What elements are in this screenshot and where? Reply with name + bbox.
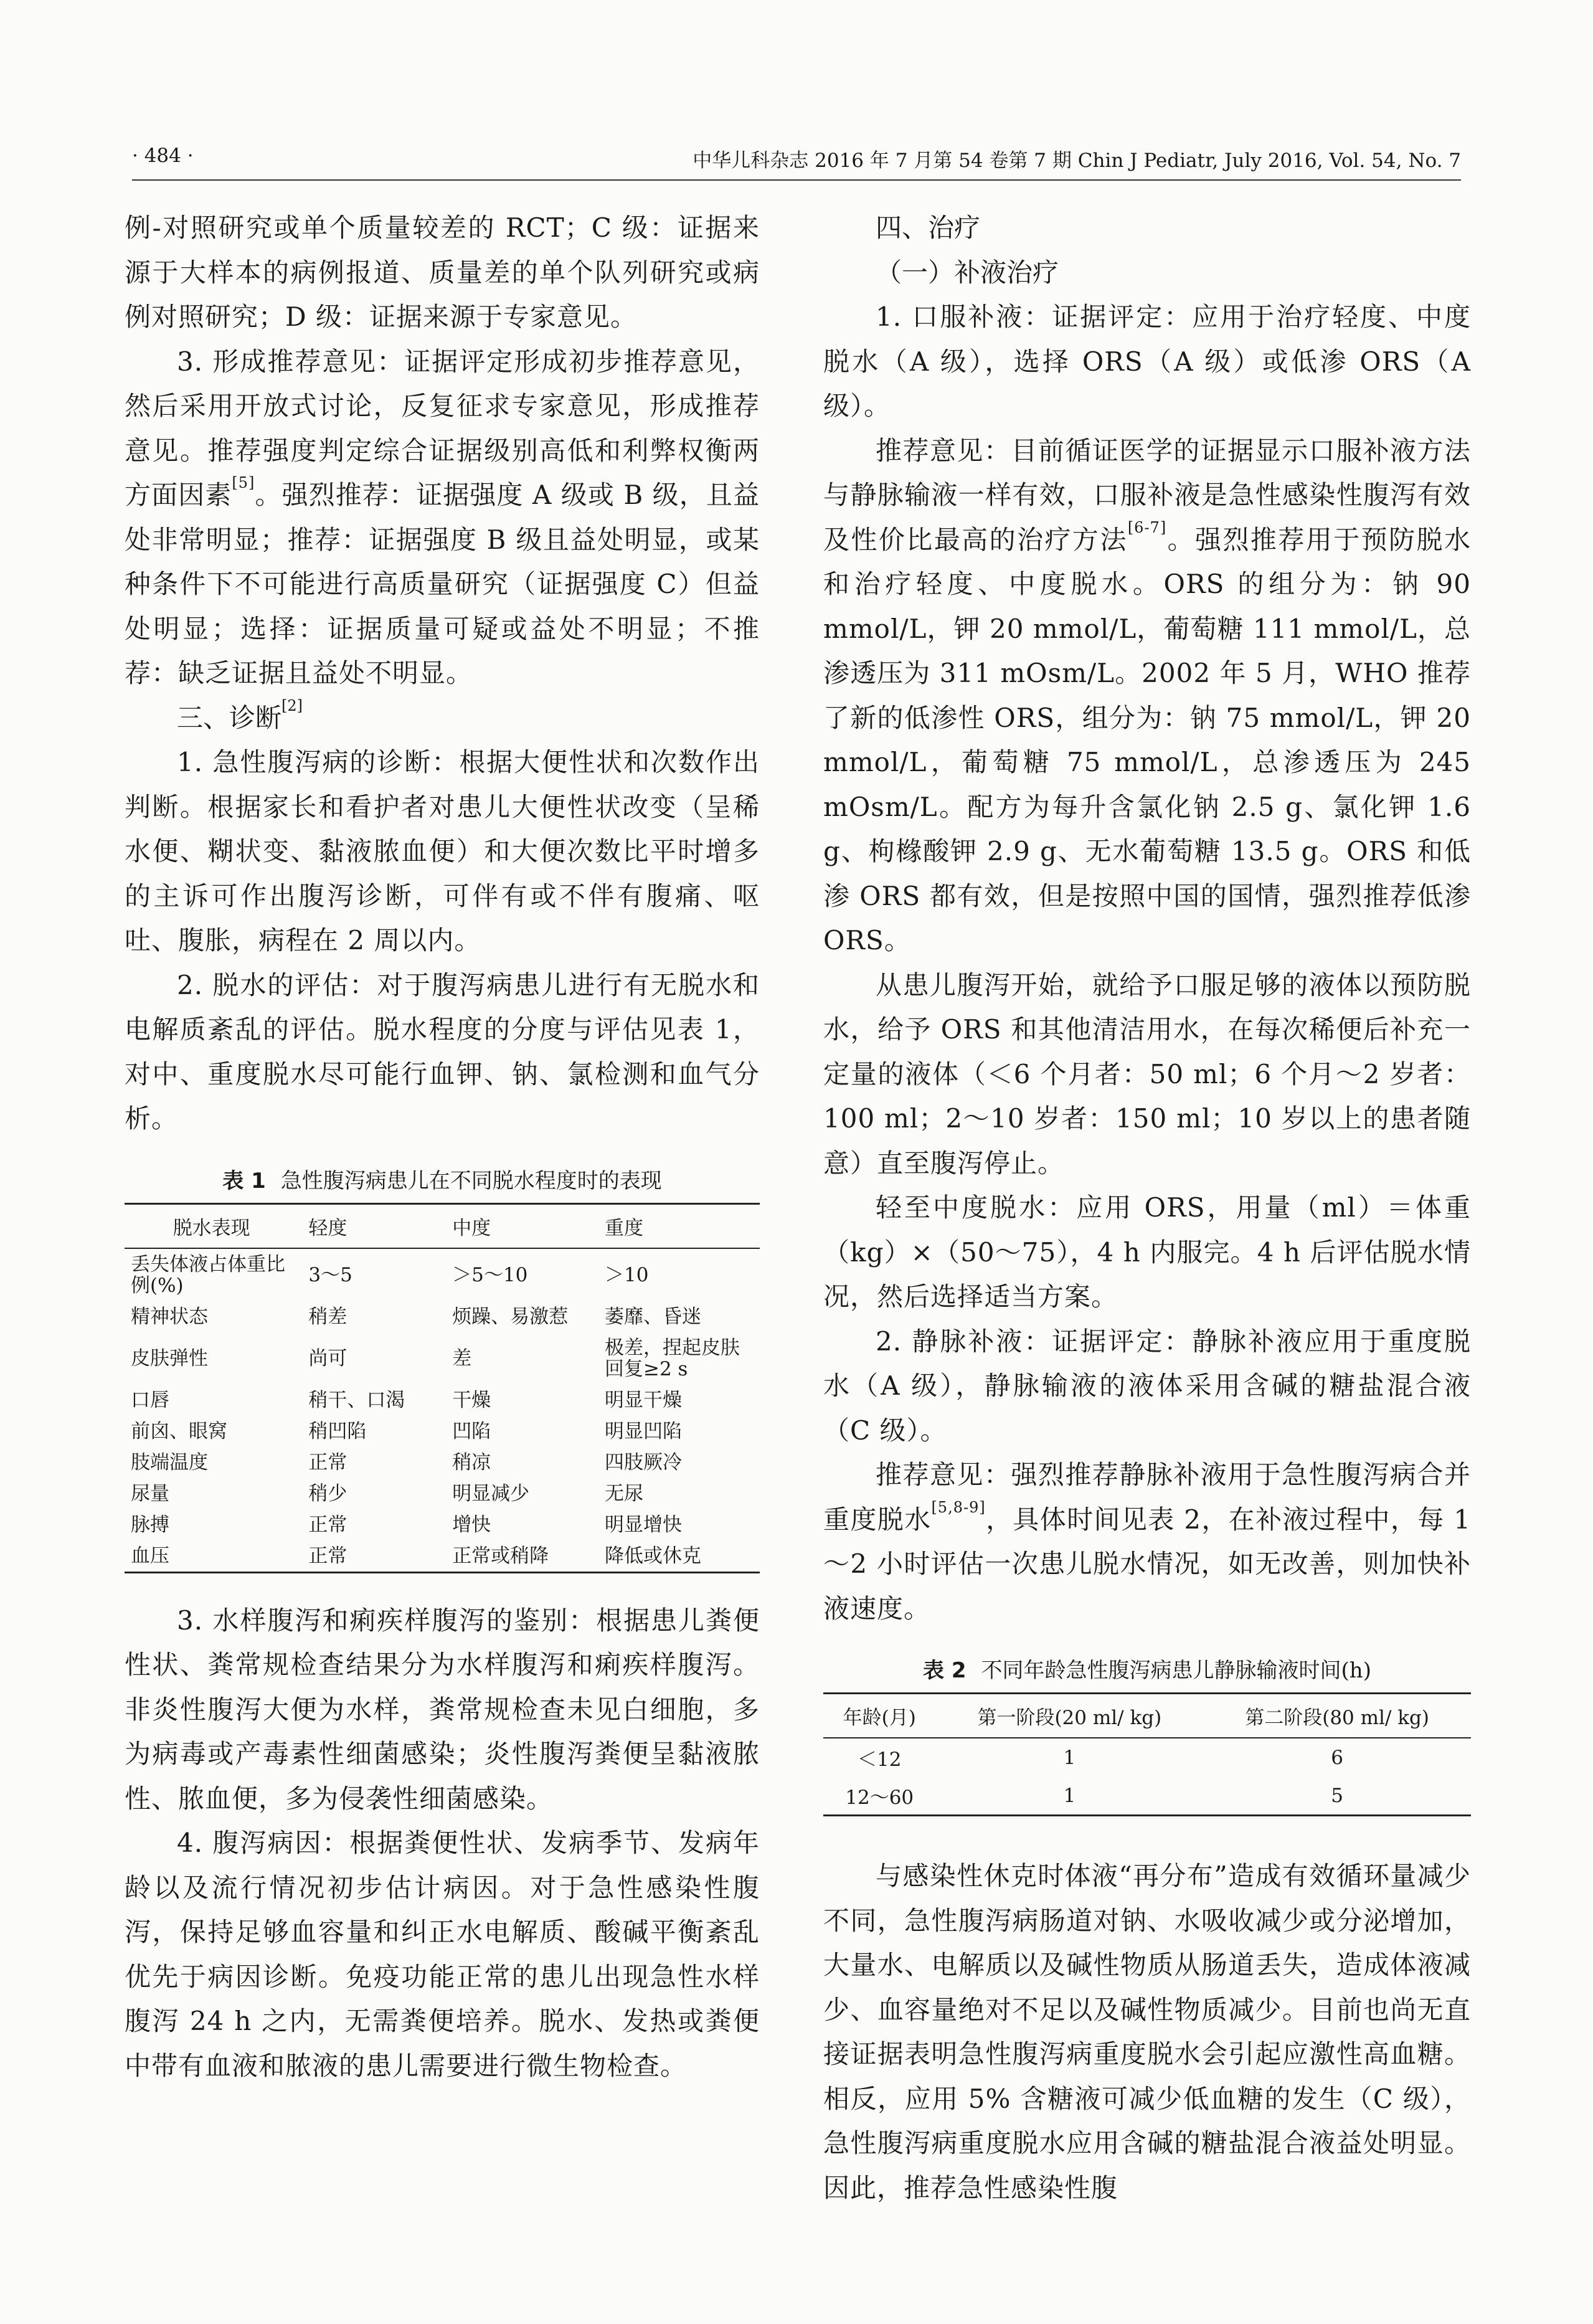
table-cell: 12～60	[823, 1776, 935, 1816]
paragraph: 与感染性休克时体液“再分布”造成有效循环量减少不同，急性腹泻病肠道对钠、水吸收减少或分泌增加，大量水、电解质以及碱性物质从肠道丢失，造成体液减少、血容量绝对不足以及碱性物质减少。目前也尚无直接证据表明急性腹泻病重度脱水会引起应激性高血糖。相反，应用 5% 含糖液可减少低血糖的发生（C 级），急性腹泻病重度脱水应用含碱的糖盐混合液益处明显。因此，推荐急性感染性腹	[823, 1861, 1471, 2203]
table-cell: 口唇	[131, 1388, 169, 1411]
table-cell: 无尿	[604, 1482, 643, 1505]
paragraph-text: 。强烈推荐：证据强度 A 级或 B 级，且益处非常明显；推荐：证据强度 B 级且益处明显，或某种条件下不可能进行高质量研究（证据强度 C）但益处明显；选择：证据质量可疑或益处不明显；不推荐：缺乏证据且益处不明显。	[125, 480, 760, 688]
table-cell: 明显增快	[604, 1513, 682, 1536]
table-cell: 脉搏	[131, 1513, 169, 1536]
table-cell: 正常	[296, 1540, 448, 1573]
table-cell: 萎靡、昏迷	[604, 1305, 701, 1328]
table-cell: 精神状态	[131, 1305, 208, 1328]
heading-text: 三、诊断	[177, 702, 282, 733]
table-cell: 稍少	[308, 1482, 347, 1505]
table2-caption	[823, 1653, 1471, 1684]
table-label: 表 2	[923, 1658, 967, 1683]
table1-dehydration	[125, 1203, 760, 1573]
table-cell: 差	[452, 1347, 472, 1370]
paragraph-text: ，具体时间见表 2，在补液过程中，每 1～2 小时评估一次患儿脱水情况，如无改善，则加快补液速度。	[823, 1504, 1471, 1624]
page-number: · 484 ·	[132, 145, 194, 167]
table-cell: 正常	[308, 1451, 347, 1474]
table1-caption	[125, 1164, 760, 1194]
paragraph-text: 推荐意见：目前循证医学的证据显示口服补液方法与静脉输液一样有效，口服补液是急性感染性腹泻有效及性价比最高的治疗方法	[823, 435, 1471, 555]
table-cell: 干燥	[452, 1388, 491, 1411]
table-cell: 明显凹陷	[604, 1420, 682, 1443]
table-row	[125, 1248, 760, 1301]
table-cell: 稍差	[308, 1305, 347, 1328]
table-cell: 正常或稍降	[448, 1540, 601, 1573]
table2-iv-time	[823, 1692, 1471, 1816]
table-cell: ＜12	[857, 1748, 902, 1771]
table-header-row	[125, 1203, 760, 1248]
paragraph: 2. 脱水的评估：对于腹泻病患儿进行有无脱水和电解质紊乱的评估。脱水程度的分度与评估见表 1，对中、重度脱水尽可能行血钾、钠、氯检测和血气分析。	[125, 969, 760, 1134]
paragraph	[125, 339, 760, 696]
table-cell: 1	[935, 1776, 1203, 1816]
subsection-heading-fluid: （一）补液治疗	[876, 257, 1059, 288]
table-cell: 肢端温度	[131, 1451, 208, 1474]
table-cell: 1	[1063, 1746, 1076, 1769]
table-row	[125, 1447, 760, 1478]
table-cell: 皮肤弹性	[131, 1347, 208, 1370]
table-row	[125, 1509, 760, 1540]
table-cell: 降低或休克	[601, 1540, 760, 1573]
paragraph: 2. 静脉补液：证据评定：静脉补液应用于重度脱水（A 级），静脉输液的液体采用含碱的糖盐混合液（C 级）。	[823, 1326, 1471, 1446]
table-cell: 6	[1331, 1746, 1343, 1769]
table-cell: 正常	[308, 1513, 347, 1536]
table-row	[125, 1301, 760, 1332]
table-cell: 稍干、口渴	[308, 1388, 405, 1411]
table-cell: 稍凉	[452, 1451, 491, 1474]
table-title: 急性腹泻病患儿在不同脱水程度时的表现	[280, 1168, 662, 1193]
paragraph: 例-对照研究或单个质量较差的 RCT；C 级：证据来源于大样本的病例报道、质量差的单个队列研究或病例对照研究；D 级：证据来源于专家意见。	[125, 212, 760, 332]
table-row	[125, 1540, 760, 1573]
paragraph: 3. 水样腹泻和痢疾样腹泻的鉴别：根据患儿粪便性状、粪常规检查结果分为水样腹泻和痢疾样腹泻。非炎性腹泻大便为水样，粪常规检查未见白细胞，多为病毒或产毒素性细菌感染；炎性腹泻粪便呈黏液脓性、脓血便，多为侵袭性细菌感染。	[125, 1605, 760, 1814]
table-row	[823, 1738, 1471, 1776]
paragraph: 轻至中度脱水：应用 ORS，用量（ml）＝体重（kg）×（50～75），4 h 内服完。4 h 后评估脱水情况，然后选择适当方案。	[823, 1192, 1471, 1312]
table-cell: 尚可	[308, 1347, 347, 1370]
table-cell: 3～5	[308, 1263, 352, 1286]
paragraph	[823, 1453, 1471, 1631]
table-cell: 烦躁、易激惹	[452, 1305, 569, 1328]
paragraph: 1. 口服补液：证据评定：应用于治疗轻度、中度脱水（A 级），选择 ORS（A 级）或低渗 ORS（A 级）。	[823, 301, 1471, 421]
section-heading-treatment: 四、治疗	[876, 212, 981, 243]
header-rule	[132, 179, 1461, 181]
table-row	[125, 1332, 760, 1385]
table-cell: 丢失体液占体重比例(%)	[131, 1253, 285, 1297]
table-cell: 凹陷	[452, 1420, 491, 1443]
table-cell: 明显干燥	[604, 1388, 682, 1411]
table-cell: 前囟、眼窝	[131, 1420, 227, 1443]
right-column	[823, 206, 1471, 2210]
page-header	[132, 145, 1461, 176]
table-cell: 增快	[452, 1513, 491, 1536]
table-cell: 极差，捏起皮肤回复≥2 s	[604, 1336, 740, 1380]
table-header-cell: 中度	[448, 1203, 601, 1248]
table-title: 不同年龄急性腹泻病患儿静脉输液时间(h)	[981, 1658, 1371, 1683]
table-header-cell: 脱水表现	[125, 1203, 296, 1248]
paragraph-text: 推荐意见：强烈推荐静脉补液用于急性腹泻病合并重度脱水	[823, 1459, 1471, 1535]
paragraph-text: 。强烈推荐用于预防脱水和治疗轻度、中度脱水。ORS 的组分为：钠 90 mmol/L，钾 20 mmol/L，葡萄糖 111 mmol/L，总渗透压为 311 mOsm/L。2002 年 5 月，WHO 推荐了新的低渗性 ORS，组分为：钠 75 mmol/L，钾 20 mmol/L，葡萄糖 75 mmol/L，总渗透压为 245 mOsm/L。配方为每升含氯化钠 2.5 g、氯化钾 1.6 g、枸橼酸钾 2.9 g、无水葡萄糖 13.5 g。ORS 和低渗 ORS 都有效，但是按照中国的国情，强烈推荐低渗 ORS。	[823, 524, 1471, 956]
table-header-row	[823, 1694, 1471, 1738]
paragraph	[823, 429, 1471, 963]
table-cell: 尿量	[131, 1482, 169, 1505]
paragraph: 4. 腹泻病因：根据粪便性状、发病季节、发病年龄以及流行情况初步估计病因。对于急性感染性腹泻，保持足够血容量和纠正水电解质、酸碱平衡紊乱优先于病因诊断。免疫功能正常的患儿出现急性水样腹泻 24 h 之内，无需粪便培养。脱水、发热或粪便中带有血液和脓液的患儿需要进行微生物检查。	[125, 1828, 760, 2081]
citation-ref: [5]	[232, 474, 255, 491]
left-column	[125, 206, 760, 2088]
paragraph: 从患儿腹泻开始，就给予口服足够的液体以预防脱水，给予 ORS 和其他清洁用水，在每次稀便后补充一定量的液体（＜6 个月者：50 ml；6 个月～2 岁者：100 ml；2～10 岁者：150 ml；10 岁以上的患者随意）直至腹泻停止。	[823, 969, 1471, 1179]
table-cell: 稍凹陷	[308, 1420, 367, 1443]
table-cell: 明显减少	[452, 1482, 530, 1505]
table-header-cell: 轻度	[296, 1203, 448, 1248]
citation-ref: [6-7]	[1127, 518, 1167, 536]
table-cell: ＞10	[604, 1263, 649, 1286]
table-header-cell: 第二阶段(80 ml/ kg)	[1203, 1694, 1471, 1738]
table-header-cell: 第一阶段(20 ml/ kg)	[935, 1694, 1203, 1738]
paragraph-text: 3. 形成推荐意见：证据评定形成初步推荐意见，然后采用开放式讨论，反复征求专家意见，形成推荐意见。推荐强度判定综合证据级别高低和利弊权衡两方面因素	[125, 346, 760, 510]
table-cell: 5	[1203, 1776, 1471, 1816]
table-header-cell: 年龄(月)	[823, 1694, 935, 1738]
table-label: 表 1	[222, 1168, 266, 1193]
citation-ref: [2]	[281, 696, 303, 714]
citation-ref: [5,8-9]	[931, 1498, 986, 1516]
table-header-cell: 重度	[601, 1203, 760, 1248]
table-row	[823, 1776, 1471, 1816]
table-cell: 四肢厥冷	[604, 1451, 682, 1474]
section-heading-diagnosis	[125, 696, 760, 741]
table-cell: ＞5～10	[452, 1263, 528, 1286]
table-row	[125, 1416, 760, 1447]
paragraph: 1. 急性腹泻病的诊断：根据大便性状和次数作出判断。根据家长和看护者对患儿大便性状改变（呈稀水便、糊状变、黏液脓血便）和大便次数比平时增多的主诉可作出腹泻诊断，可伴有或不伴有腹痛、呕吐、腹胀，病程在 2 周以内。	[125, 747, 760, 956]
table-row	[125, 1478, 760, 1509]
table-cell: 血压	[125, 1540, 296, 1573]
table-row	[125, 1385, 760, 1416]
journal-citation: 中华儿科杂志 2016 年 7 月第 54 卷第 7 期 Chin J Pediatr, July 2016, Vol. 54, No. 7	[693, 149, 1461, 172]
